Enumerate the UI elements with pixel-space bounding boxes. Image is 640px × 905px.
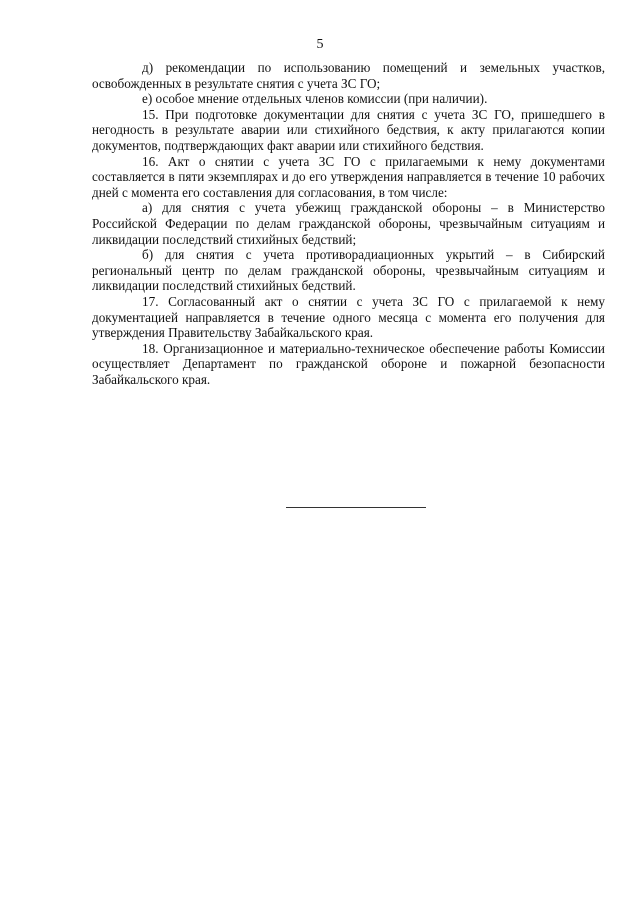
paragraph-18: 18. Организационное и материально-техническое обеспечение работы Комиссии осуществляет Департамент по гражданской обороне и пожарной безопасности Забайкальского края. — [92, 340, 605, 387]
paragraph-item-d: д) рекомендации по использованию помещений и земельных участков, освобожденных в результате снятия с учета ЗС ГО; — [92, 60, 605, 91]
paragraph-16: 16. Акт о снятии с учета ЗС ГО с прилагаемыми к нему документами составляется в пяти экземплярах и до его утверждения направляется в течение 10 рабочих дней с момента его составления для согласования, в том числе: — [92, 153, 605, 200]
paragraph-item-e: е) особое мнение отдельных членов комиссии (при наличии). — [142, 91, 488, 107]
paragraph-15: 15. При подготовке документации для снятия с учета ЗС ГО, пришедшего в негодность в результате аварии или стихийного бедствия, к акту прилагаются копии документов, подтверждающих факт аварии или стихийного бедствия. — [92, 106, 605, 153]
end-of-document-divider — [286, 507, 426, 508]
paragraph-16-item-b: б) для снятия с учета противорадиационных укрытий – в Сибирский региональный центр по делам гражданской обороны, чрезвычайным ситуациям и ликвидации последствий стихийных бедствий. — [92, 247, 605, 294]
paragraph-17: 17. Согласованный акт о снятии с учета ЗС ГО с прилагаемой к нему документацией направляется в течение одного месяца с момента его получения для утверждения Правительству Забайкальского края. — [92, 293, 605, 341]
page-number: 5 — [316, 37, 324, 52]
document-body — [92, 60, 605, 387]
paragraph-16-item-a: а) для снятия с учета убежищ гражданской обороны – в Министерство Российской Федерации по делам гражданской обороны, чрезвычайным ситуациям и ликвидации последствий стихийных бедствий; — [92, 200, 605, 247]
